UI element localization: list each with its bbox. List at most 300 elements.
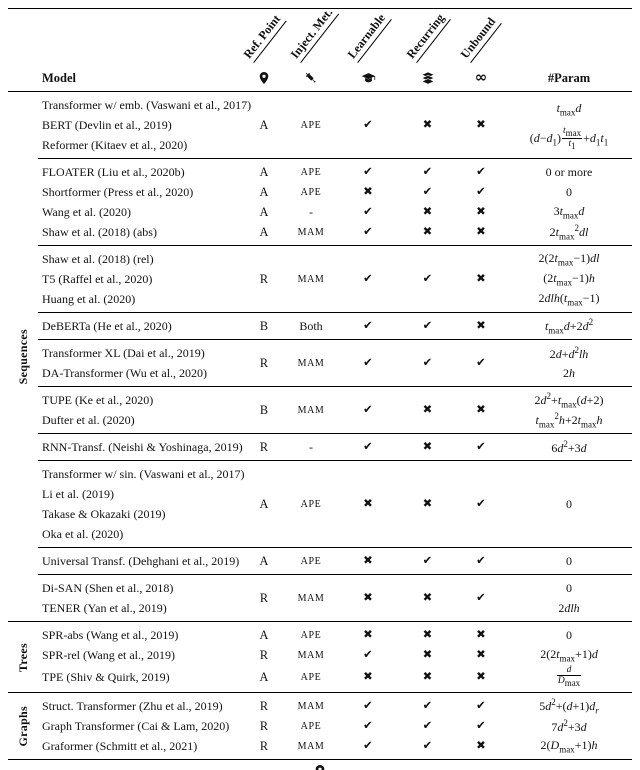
param-formula: $2(2t_{max}+1)d$ [540, 646, 598, 664]
param-formula: 0 [566, 184, 572, 199]
ref-point-cell [243, 343, 285, 383]
model-cell [38, 464, 243, 544]
model-cell [38, 95, 252, 155]
unbound-cell [456, 625, 506, 645]
param-formula: 2h [563, 365, 575, 380]
model-name: SPR-abs (Wang et al., 2019) [42, 627, 179, 642]
param-formula: $2(D_{max}+1)h$ [540, 738, 598, 755]
model-name: Huang et al. (2020) [42, 291, 136, 306]
row-block [38, 433, 632, 460]
unbound-cell [456, 716, 506, 736]
param-value [506, 390, 632, 410]
check-icon: ✔ [476, 164, 486, 179]
recurring-cell [399, 249, 456, 309]
ref-point-value: R [259, 718, 269, 733]
check-icon: ✔ [422, 698, 433, 713]
check-icon: ✔ [363, 738, 373, 753]
inject-method-value: APE [300, 671, 322, 683]
model-cell [38, 578, 243, 618]
recurring-cell [399, 316, 456, 336]
model-name: BERT (Devlin et al., 2019) [42, 117, 172, 132]
column-icon-cell [285, 71, 337, 85]
ref-point-cell [243, 736, 285, 756]
inject-method-cell [285, 249, 337, 309]
recurring-cell [399, 390, 456, 430]
cross-icon: ✖ [363, 627, 373, 642]
check-icon: ✔ [476, 184, 486, 199]
check-icon: ✔ [422, 184, 433, 199]
model-name: Takase & Okazaki (2019) [42, 506, 166, 521]
param-cell [506, 551, 632, 571]
inject-method-value: MAM [297, 592, 325, 604]
cross-icon: ✖ [422, 496, 433, 511]
cross-icon: ✖ [476, 318, 486, 333]
inject-method-cell [285, 665, 337, 689]
unbound-cell [456, 736, 506, 756]
inject-method-cell [285, 343, 337, 383]
param-value [506, 95, 632, 123]
cross-icon: ✖ [363, 496, 373, 511]
param-value [506, 363, 632, 383]
param-value [506, 162, 632, 182]
param-cell [506, 625, 632, 645]
recurring-cell [399, 625, 456, 645]
model-name: Transformer XL (Dai et al., 2019) [42, 345, 205, 360]
syringe-icon [304, 71, 318, 85]
param-formula: $t_{max}d$ [556, 100, 582, 118]
unbound-cell [456, 222, 506, 242]
learnable-cell [337, 736, 399, 756]
table-row [38, 578, 632, 618]
rotated-column-headers [8, 5, 632, 65]
unbound-cell [456, 95, 506, 155]
group-graphs [8, 692, 632, 759]
cross-icon: ✖ [422, 204, 433, 219]
group-trees [8, 621, 632, 692]
ref-point-value: A [259, 184, 269, 199]
learnable-cell [337, 696, 399, 716]
cross-icon: ✖ [476, 204, 486, 219]
learnable-cell [337, 551, 399, 571]
model-name: Universal Transf. (Dehghani et al., 2019) [42, 553, 240, 568]
column-icon-cell [399, 71, 456, 85]
cross-icon: ✖ [422, 590, 433, 605]
unbound-cell [456, 162, 506, 182]
learnable-cell [337, 645, 399, 665]
group-blocks [38, 693, 632, 759]
param-cell [506, 249, 632, 309]
inject-method-value: - [309, 204, 313, 219]
param-cell [506, 95, 632, 155]
learnable-cell [337, 716, 399, 736]
ref-point-value: R [259, 271, 269, 286]
param-value [506, 578, 632, 598]
param-column-header-cell [506, 71, 632, 86]
column-header-learnable: Learnable [345, 9, 392, 63]
inject-method-cell [285, 696, 337, 716]
check-icon: ✔ [363, 402, 373, 417]
column-icon-cell [337, 72, 399, 84]
model-name: TENER (Yan et al., 2019) [42, 600, 167, 615]
check-icon: ✔ [363, 117, 373, 132]
inject-method-cell [285, 202, 337, 222]
check-icon: ✔ [363, 698, 373, 713]
model-name: DA-Transformer (Wu et al., 2020) [42, 365, 208, 380]
param-value [506, 645, 632, 665]
model-name: DeBERTa (He et al., 2020) [42, 318, 172, 333]
cross-icon: ✖ [476, 669, 486, 684]
recurring-cell [399, 437, 456, 457]
inject-method-value: MAM [297, 226, 325, 238]
unbound-cell [456, 316, 506, 336]
row-block [38, 622, 632, 692]
learnable-cell [337, 95, 399, 155]
group-label: Sequences [15, 328, 30, 385]
inject-method-cell [285, 645, 337, 665]
recurring-cell [399, 696, 456, 716]
model-name: Graformer (Schmitt et al., 2021) [42, 738, 198, 753]
param-value [506, 316, 632, 336]
model-cell [38, 696, 243, 716]
param-formula: $\frac{d}{D_{max}}$ [557, 665, 581, 689]
ref-point-value: A [259, 669, 269, 684]
learnable-cell [337, 390, 399, 430]
recurring-cell [399, 716, 456, 736]
inject-method-value: MAM [297, 404, 325, 416]
param-formula: $5d^2+(d+1)d_r$ [539, 697, 599, 716]
ref-point-value: A [259, 553, 269, 568]
param-formula: $2d+d^2lh$ [549, 344, 589, 361]
ref-point-value: A [259, 627, 269, 642]
recurring-cell [399, 736, 456, 756]
param-value [506, 437, 632, 457]
learnable-cell [337, 316, 399, 336]
inject-method-value: APE [300, 629, 322, 641]
table-row [38, 736, 632, 756]
cross-icon: ✖ [476, 647, 486, 662]
model-name: Li et al. (2019) [42, 486, 114, 501]
param-formula: $2dlh(t_{max}-1)$ [538, 290, 600, 308]
inject-method-value: APE [300, 555, 322, 567]
check-icon: ✔ [422, 271, 433, 286]
recurring-cell [399, 182, 456, 202]
model-name: Shaw et al. (2018) (abs) [42, 224, 157, 239]
model-name: Shortformer (Press et al., 2020) [42, 184, 194, 199]
row-block [38, 92, 632, 158]
cross-icon: ✖ [476, 117, 486, 132]
cross-icon: ✖ [422, 669, 433, 684]
model-name: Transformer w/ emb. (Vaswani et al., 2017) [42, 97, 252, 112]
recurring-cell [399, 551, 456, 571]
model-cell [38, 437, 243, 457]
group-blocks [38, 622, 632, 692]
check-icon: ✔ [363, 271, 373, 286]
ref-point-value: A [259, 117, 269, 132]
cross-icon: ✖ [476, 402, 486, 417]
table-row [38, 316, 632, 336]
model-name: Reformer (Kitaev et al., 2020) [42, 137, 188, 152]
check-icon: ✔ [363, 647, 373, 662]
param-value [506, 202, 632, 222]
group-blocks [38, 92, 632, 621]
model-cell [38, 162, 243, 182]
check-icon: ✔ [476, 553, 486, 568]
param-formula: $(d-d_1)$ $\frac{t_{max}}{t_1}$ $+d_1t_1$ [529, 125, 609, 152]
model-column-header-cell [38, 71, 243, 86]
param-formula: $t_{max}d+2d^2$ [544, 316, 594, 336]
recurring-cell [399, 343, 456, 383]
column-icon-cell [243, 71, 285, 85]
param-formula: 2dlh [558, 600, 580, 615]
ref-point-cell [243, 316, 285, 336]
inject-method-cell [285, 222, 337, 242]
table-row [38, 625, 632, 645]
inject-method-cell [285, 464, 337, 544]
inject-method-cell [285, 162, 337, 182]
model-cell [38, 316, 243, 336]
check-icon: ✔ [476, 698, 486, 713]
param-cell [506, 716, 632, 736]
cross-icon: ✖ [422, 224, 433, 239]
model-cell [38, 625, 243, 645]
column-header-row [8, 65, 632, 91]
group-sequences [8, 92, 632, 621]
learnable-cell [337, 343, 399, 383]
check-icon: ✔ [476, 355, 486, 370]
ref-point-value: R [259, 590, 269, 605]
param-cell [506, 182, 632, 202]
param-value [506, 410, 632, 430]
cross-icon: ✖ [422, 439, 433, 454]
table-row [38, 95, 632, 155]
learnable-cell [337, 578, 399, 618]
ref-point-cell [243, 222, 285, 242]
model-cell [38, 182, 243, 202]
check-icon: ✔ [363, 164, 373, 179]
param-value [506, 736, 632, 756]
row-block [38, 460, 632, 547]
check-icon: ✔ [422, 164, 433, 179]
inject-method-cell [285, 551, 337, 571]
cross-icon: ✖ [422, 402, 433, 417]
param-value [506, 182, 632, 202]
unbound-cell [456, 645, 506, 665]
cross-icon: ✖ [363, 590, 373, 605]
model-cell [38, 645, 243, 665]
param-formula: $(2t_{max}-1)h$ [543, 270, 595, 288]
recurring-cell [399, 464, 456, 544]
param-value [506, 716, 632, 736]
inject-method-value: APE [300, 498, 322, 510]
model-cell [38, 343, 243, 383]
check-icon: ✔ [476, 496, 486, 511]
recurring-cell [399, 95, 456, 155]
inject-method-cell [285, 182, 337, 202]
param-cell [506, 316, 632, 336]
ref-point-cell [243, 162, 285, 182]
table-row [38, 222, 632, 242]
model-cell [38, 665, 243, 689]
check-icon: ✔ [363, 439, 373, 454]
ref-point-cell [243, 665, 285, 689]
model-cell [38, 202, 243, 222]
unbound-cell [456, 551, 506, 571]
column-header-unbound: Unbound [458, 13, 502, 63]
table-row [38, 437, 632, 457]
table-row [38, 162, 632, 182]
check-icon: ✔ [422, 718, 433, 733]
param-formula: 0 [566, 580, 572, 595]
inject-method-value: MAM [297, 357, 325, 369]
inject-method-cell [285, 390, 337, 430]
graduation-cap-icon [361, 72, 376, 84]
table-row [38, 182, 632, 202]
learnable-cell [337, 202, 399, 222]
model-cell [38, 716, 243, 736]
param-formula: $2t_{max}^2dl$ [549, 222, 589, 242]
layers-icon [421, 71, 435, 85]
learnable-cell [337, 437, 399, 457]
learnable-cell [337, 625, 399, 645]
ref-point-value: A [259, 224, 269, 239]
param-cell [506, 437, 632, 457]
inject-method-value: APE [300, 119, 322, 131]
recurring-cell [399, 162, 456, 182]
ref-point-cell [243, 390, 285, 430]
param-cell [506, 578, 632, 618]
pin-icon [314, 764, 326, 770]
unbound-cell [456, 665, 506, 689]
learnable-cell [337, 249, 399, 309]
unbound-cell [456, 249, 506, 309]
unbound-cell [456, 390, 506, 430]
param-formula: $2(2t_{max}-1)dl$ [538, 250, 600, 268]
check-icon: ✔ [363, 718, 373, 733]
model-name: Graph Transformer (Cai & Lam, 2020) [42, 718, 230, 733]
column-header-recurring: Recurring [404, 9, 451, 63]
ref-point-cell [243, 696, 285, 716]
recurring-cell [399, 578, 456, 618]
model-name: T5 (Raffel et al., 2020) [42, 271, 153, 286]
table-row [38, 645, 632, 665]
inject-method-cell [285, 578, 337, 618]
ref-point-value: A [259, 164, 269, 179]
inject-method-cell [285, 316, 337, 336]
ref-point-value: A [259, 496, 269, 511]
cross-icon: ✖ [476, 224, 486, 239]
ref-point-value: B [259, 318, 269, 333]
model-cell [38, 222, 243, 242]
param-value [506, 123, 632, 155]
model-name: RNN-Transf. (Neishi & Yoshinaga, 2019) [42, 439, 243, 454]
param-value [506, 222, 632, 242]
param-cell [506, 390, 632, 430]
recurring-cell [399, 665, 456, 689]
ref-point-value: R [259, 647, 269, 662]
param-value [506, 464, 632, 544]
cross-icon: ✖ [476, 271, 486, 286]
param-formula: 0 or more [545, 164, 593, 179]
ref-point-cell [243, 551, 285, 571]
check-icon: ✔ [363, 224, 373, 239]
param-formula: $2d^2+t_{max}(d+2)$ [534, 390, 604, 410]
row-block [38, 386, 632, 433]
param-cell [506, 736, 632, 756]
param-value [506, 625, 632, 645]
positional-encoding-table [8, 5, 632, 760]
param-formula: 0 [566, 553, 572, 568]
table-row [38, 249, 632, 309]
inject-method-value: - [309, 439, 313, 454]
recurring-cell [399, 202, 456, 222]
inject-method-cell [285, 736, 337, 756]
inject-method-cell [285, 95, 337, 155]
ref-point-value: R [259, 738, 269, 753]
param-formula: 0 [566, 496, 572, 511]
inject-method-cell [285, 625, 337, 645]
ref-point-value: R [259, 439, 269, 454]
cross-icon: ✖ [476, 738, 486, 753]
row-block [38, 312, 632, 339]
param-value [506, 249, 632, 269]
ref-point-cell [243, 645, 285, 665]
inject-method-cell [285, 437, 337, 457]
param-formula: 0 [566, 627, 572, 642]
row-block [38, 547, 632, 574]
ref-point-value: B [259, 402, 269, 417]
cross-icon: ✖ [363, 184, 373, 199]
param-cell [506, 645, 632, 665]
check-icon: ✔ [476, 718, 486, 733]
check-icon: ✔ [476, 590, 486, 605]
table-row [38, 343, 632, 383]
recurring-cell [399, 222, 456, 242]
param-formula: $7d^2+3d$ [551, 717, 587, 734]
param-value [506, 343, 632, 363]
inject-method-value: MAM [297, 700, 325, 712]
table-row [38, 716, 632, 736]
table-row [38, 390, 632, 430]
ref-point-cell [243, 182, 285, 202]
inject-method-value: APE [300, 720, 322, 732]
learnable-cell [337, 222, 399, 242]
model-cell [38, 249, 243, 309]
model-cell [38, 551, 243, 571]
cross-icon: ✖ [422, 117, 433, 132]
param-value [506, 665, 632, 689]
param-cell [506, 343, 632, 383]
check-icon: ✔ [422, 553, 433, 568]
ref-point-cell [243, 464, 285, 544]
cross-icon: ✖ [363, 669, 373, 684]
inject-method-value: MAM [297, 273, 325, 285]
row-block [38, 574, 632, 621]
row-block [38, 339, 632, 386]
param-cell [506, 222, 632, 242]
model-name: Wang et al. (2020) [42, 204, 132, 219]
column-icon-cell [456, 69, 506, 87]
table-row [38, 202, 632, 222]
row-block [38, 158, 632, 245]
unbound-cell [456, 578, 506, 618]
learnable-cell [337, 162, 399, 182]
unbound-cell [456, 202, 506, 222]
unbound-cell [456, 464, 506, 544]
param-cell [506, 696, 632, 716]
cross-icon: ✖ [422, 647, 433, 662]
ref-point-value: R [259, 698, 269, 713]
learnable-cell [337, 464, 399, 544]
